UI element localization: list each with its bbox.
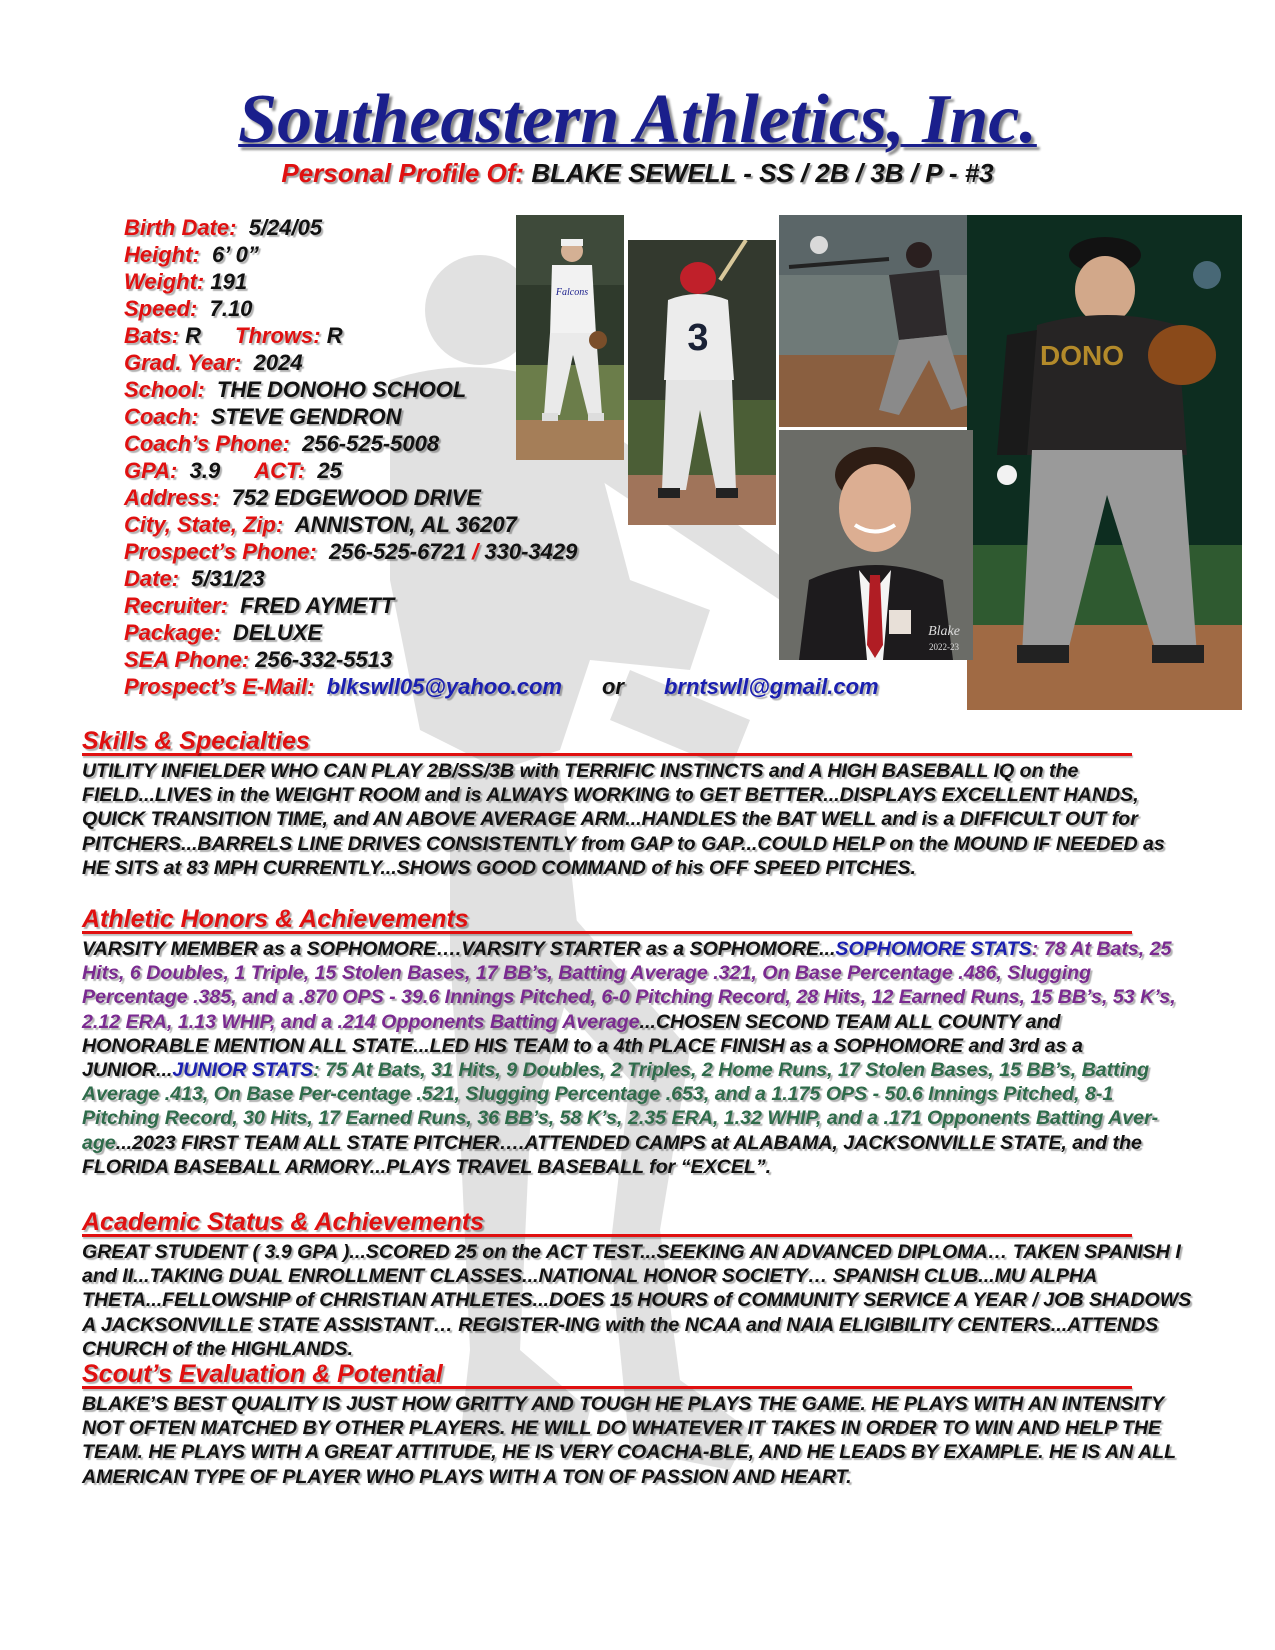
profile-subtitle bbox=[0, 158, 1275, 189]
label: Coach’s Phone: bbox=[124, 431, 290, 456]
label: Address: bbox=[124, 485, 220, 510]
value: 330-3429 bbox=[484, 539, 578, 564]
label: Package: bbox=[124, 620, 221, 645]
label: Speed: bbox=[124, 296, 198, 321]
photo-fielder bbox=[516, 215, 624, 460]
photo-batter-back bbox=[628, 240, 776, 525]
value: 7.10 bbox=[209, 296, 253, 321]
section-heading: Athletic Honors & Achievements bbox=[82, 905, 469, 933]
profile-name: BLAKE SEWELL - SS / 2B / 3B / P - #3 bbox=[531, 158, 994, 188]
value: 191 bbox=[210, 269, 248, 294]
label: School: bbox=[124, 377, 205, 402]
value: R bbox=[185, 323, 202, 348]
section-scout bbox=[82, 1360, 1192, 1489]
junior-stats-label: JUNIOR STATS bbox=[172, 1059, 314, 1082]
value: 3.9 bbox=[189, 458, 221, 483]
text-part: ...2023 FIRST TEAM ALL STATE PITCHER….ATTENDED CAMPS at ALABAMA, JACKSONVILLE STATE, and the FLORIDA BASEBALL ARMORY...PLAYS TRAVEL BASEBALL for “EXCEL”. bbox=[82, 1131, 1142, 1178]
info-prospect-phone bbox=[124, 539, 684, 566]
info-date bbox=[124, 566, 684, 593]
value: 6’ 0” bbox=[212, 242, 259, 267]
value: STEVE GENDRON bbox=[210, 404, 402, 429]
section-heading: Scout’s Evaluation & Potential bbox=[82, 1360, 443, 1388]
info-sea-phone bbox=[124, 647, 684, 674]
value: THE DONOHO SCHOOL bbox=[216, 377, 467, 402]
value: R bbox=[326, 323, 343, 348]
value: DELUXE bbox=[232, 620, 323, 645]
value: 2024 bbox=[253, 350, 303, 375]
value: FRED AYMETT bbox=[240, 593, 395, 618]
text-part: ...CHOSEN SECOND TEAM ALL COUNTY and HONORABLE MENTION ALL STATE...LED HIS TEAM to a 4th PLACE FINISH as a SOPHOMORE and 3rd as a JUNIOR... bbox=[82, 1010, 1083, 1082]
text-part: VARSITY MEMBER as a SOPHOMORE….VARSITY STARTER as a SOPHOMORE... bbox=[82, 938, 836, 960]
jersey-text: Falcons bbox=[555, 287, 589, 298]
separator: / bbox=[472, 539, 479, 564]
value: 256-525-5008 bbox=[302, 431, 440, 456]
section-body: UTILITY INFIELDER WHO CAN PLAY 2B/SS/3B with TERRIFIC INSTINCTS and A HIGH BASEBALL IQ on the FIELD...LIVES in the WEIGHT ROOM and is ALWAYS WORKING to GET BETTER...DISPLAYS EXCELLENT HANDS, QUICK TRANSITION TIME, and AN ABOVE AVERAGE ARM...HANDLES the BAT WELL and is a DIFFICULT OUT for PITCHERS...BARRELS LINE DRIVES CONSISTENTLY from GAP to GAP...COULD HELP on the MOUND IF NEEDED as HE SITS at 83 MPH CURRENTLY...SHOWS GOOD COMMAND of his OFF SPEED PITCHES. bbox=[82, 760, 1165, 879]
label: Grad. Year: bbox=[124, 350, 242, 375]
jersey-text-2: DONO bbox=[1040, 340, 1124, 371]
section-body bbox=[82, 937, 1192, 1179]
label: Height: bbox=[124, 242, 200, 267]
email-or: or bbox=[601, 674, 624, 699]
section-heading: Skills & Specialties bbox=[82, 727, 310, 755]
label: Coach: bbox=[124, 404, 199, 429]
label: Bats: bbox=[124, 323, 180, 348]
portrait-caption-year: 2022-23 bbox=[929, 642, 959, 652]
section-body: GREAT STUDENT ( 3.9 GPA )...SCORED 25 on the ACT TEST...SEEKING AN ADVANCED DIPLOMA… TAKEN SPANISH I and II...TAKING DUAL ENROLLMENT CLASSES...NATIONAL HONOR SOCIETY… SPANISH CLUB...MU ALPHA THETA...FELLOWSHIP of CHRISTIAN ATHLETES...DOES 15 HOURS of COMMUNITY SERVICE A YEAR / JOB SHADOWS A JACKSONVILLE STATE ASSISTANT… REGISTER-ING with the NCAA and NAIA ELIGIBILITY CENTERS...ATTENDS CHURCH of the HIGHLANDS. bbox=[82, 1241, 1192, 1360]
label: SEA Phone: bbox=[124, 647, 250, 672]
info-package bbox=[124, 620, 684, 647]
email-link-1[interactable]: blkswll05@yahoo.com bbox=[326, 674, 562, 699]
value: 256-525-6721 bbox=[329, 539, 467, 564]
soph-stats-label: SOPHOMORE STATS bbox=[835, 938, 1032, 960]
label: Throws: bbox=[235, 323, 321, 348]
info-recruiter bbox=[124, 593, 684, 620]
value: 5/31/23 bbox=[191, 566, 265, 591]
info-city bbox=[124, 512, 684, 539]
value: 752 EDGEWOOD DRIVE bbox=[231, 485, 481, 510]
section-body: BLAKE’S BEST QUALITY IS JUST HOW GRITTY AND TOUGH HE PLAYS THE GAME. HE PLAYS WITH AN INTENSITY NOT OFTEN MATCHED BY OTHER PLAYERS. HE WILL DO WHATEVER IT TAKES IN ORDER TO WIN AND HELP THE TEAM. HE PLAYS WITH A GREAT ATTITUDE, HE IS VERY COACHA-BLE, AND HE LEADS BY EXAMPLE. HE IS AN ALL AMERICAN TYPE OF PLAYER WHO PLAYS WITH A TON OF PASSION AND HEART. bbox=[82, 1393, 1176, 1488]
profile-label: Personal Profile Of: bbox=[281, 158, 525, 188]
label: City, State, Zip: bbox=[124, 512, 284, 537]
photo-batter-swing bbox=[779, 215, 997, 427]
value: 5/24/05 bbox=[248, 215, 323, 240]
jersey-number: 3 bbox=[687, 317, 709, 359]
section-athletic bbox=[82, 905, 1192, 1179]
info-gpa-act bbox=[124, 458, 684, 485]
company-title: Southeastern Athletics, Inc. bbox=[238, 81, 1037, 158]
label: Recruiter: bbox=[124, 593, 228, 618]
soph-stats: : 78 At Bats, 25 Hits, 6 Doubles, 1 Triple, 15 Stolen Bases, 17 BB’s, Batting Average .321, On Base Percentage .486, Slugging Percentage .385, and a .870 OPS - 39.6 Innings Pitched, 6-0 Pitching Record, 28 Hits, 12 Earned Runs, 15 BB’s, 53 K’s, 2.12 ERA, 1.13 WHIP, and a .214 Opponents Batting Average bbox=[82, 938, 1176, 1033]
value: 256-332-5513 bbox=[255, 647, 393, 672]
section-academic bbox=[82, 1208, 1192, 1361]
label: Weight: bbox=[124, 269, 205, 294]
label: GPA: bbox=[124, 458, 178, 483]
section-heading: Academic Status & Achievements bbox=[82, 1208, 485, 1236]
junior-stats: : 75 At Bats, 31 Hits, 9 Doubles, 2 Triples, 2 Home Runs, 17 Stolen Bases, 15 BB’s, Batting Average .413, On Base Per-centage .521, Slugging Percentage .653, and a 1.175 OPS - 50.6 Innings Pitched, 8-1 Pitching Record, 30 Hits, 17 Earned Runs, 36 BB’s, 58 K’s, 2.35 ERA, 1.32 WHIP, and a .171 Opponents Batting Aver-age bbox=[82, 1059, 1159, 1154]
label: Prospect’s Phone: bbox=[124, 539, 317, 564]
label: Date: bbox=[124, 566, 180, 591]
info-address bbox=[124, 485, 684, 512]
label: Prospect’s E-Mail: bbox=[124, 674, 315, 699]
label: ACT: bbox=[254, 458, 306, 483]
value: 25 bbox=[317, 458, 342, 483]
portrait-caption-name: Blake bbox=[928, 624, 960, 639]
email-link-2[interactable]: brntswll@gmail.com bbox=[663, 674, 879, 699]
photo-portrait bbox=[779, 430, 973, 660]
photo-pitcher bbox=[967, 215, 1242, 710]
section-skills bbox=[82, 727, 1192, 880]
label: Birth Date: bbox=[124, 215, 237, 240]
value: ANNISTON, AL 36207 bbox=[294, 512, 517, 537]
info-email bbox=[124, 674, 879, 701]
